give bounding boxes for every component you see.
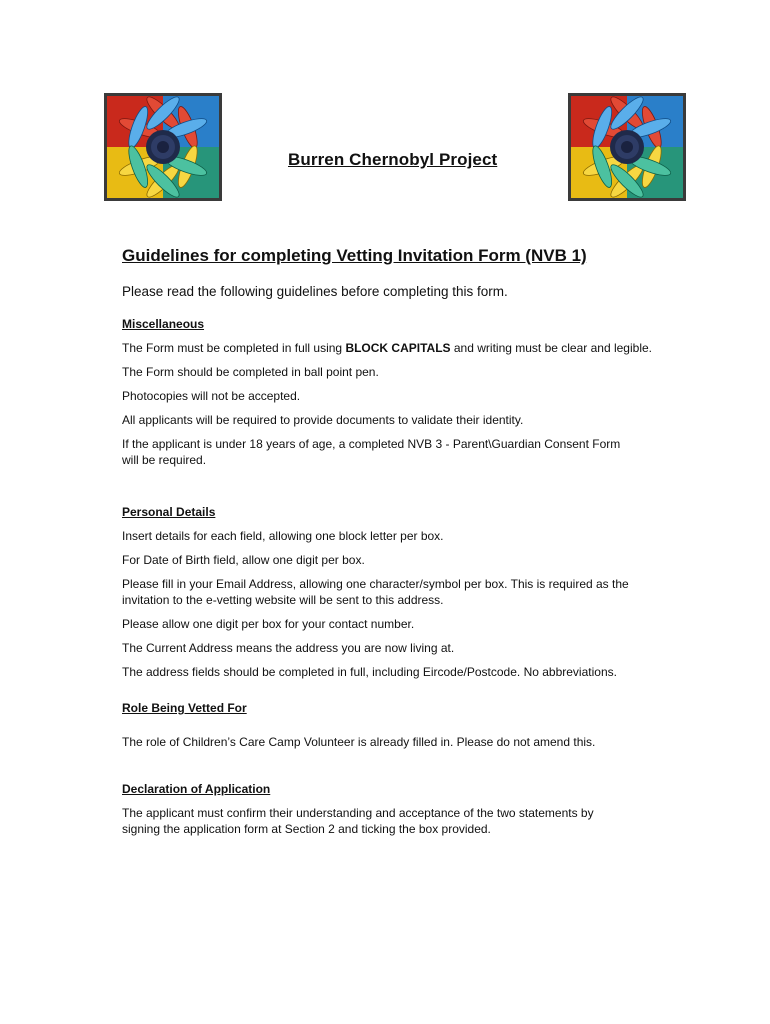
section-role [122,700,682,758]
section-heading: Personal Details [122,505,216,519]
guideline-paragraph: Photocopies will not be accepted. [122,389,301,403]
section-miscellaneous [122,316,682,476]
sunflower-icon [568,93,686,201]
sunflower-icon [104,93,222,201]
guideline-paragraph: The applicant must confirm their understanding and acceptance of the two statements by signing the application form at Section 2 and ticking the box provided. [122,806,594,836]
page-title: Guidelines for completing Vetting Invitation Form (NVB 1) [122,246,587,265]
guideline-text: and writing must be clear and legible. [450,341,652,355]
guideline-paragraph: For Date of Birth field, allow one digit per box. [122,553,365,567]
guideline-paragraph: Please fill in your Email Address, allowing one character/symbol per box. This is required as the invitation to the e-vetting website will be sent to this address. [122,577,629,607]
guideline-paragraph: The role of Children’s Care Camp Volunteer is already filled in. Please do not amend this. [122,735,596,749]
guideline-paragraph: Please allow one digit per box for your contact number. [122,617,415,631]
section-heading: Miscellaneous [122,317,205,331]
guideline-paragraph [122,340,682,356]
sunflower-logo-right [568,93,686,201]
guideline-paragraph: The Form should be completed in ball point pen. [122,365,379,379]
section-heading: Role Being Vetted For [122,701,247,715]
sunflower-logo-left [104,93,222,201]
section-declaration [122,781,682,845]
intro-text: Please read the following guidelines before completing this form. [122,284,508,299]
project-title: Burren Chernobyl Project [288,150,498,169]
guideline-paragraph: Insert details for each field, allowing one block letter per box. [122,529,444,543]
guideline-paragraph: The Current Address means the address you are now living at. [122,641,455,655]
guideline-text: The Form must be completed in full using [122,341,346,355]
guideline-paragraph: All applicants will be required to provide documents to validate their identity. [122,413,524,427]
guideline-emphasis: BLOCK CAPITALS [345,341,451,355]
section-heading: Declaration of Application [122,782,271,796]
guideline-paragraph: If the applicant is under 18 years of age, a completed NVB 3 - Parent\Guardian Consent Form will be required. [122,437,621,467]
section-personal-details [122,504,682,688]
guideline-paragraph: The address fields should be completed in full, including Eircode/Postcode. No abbreviations. [122,665,617,679]
